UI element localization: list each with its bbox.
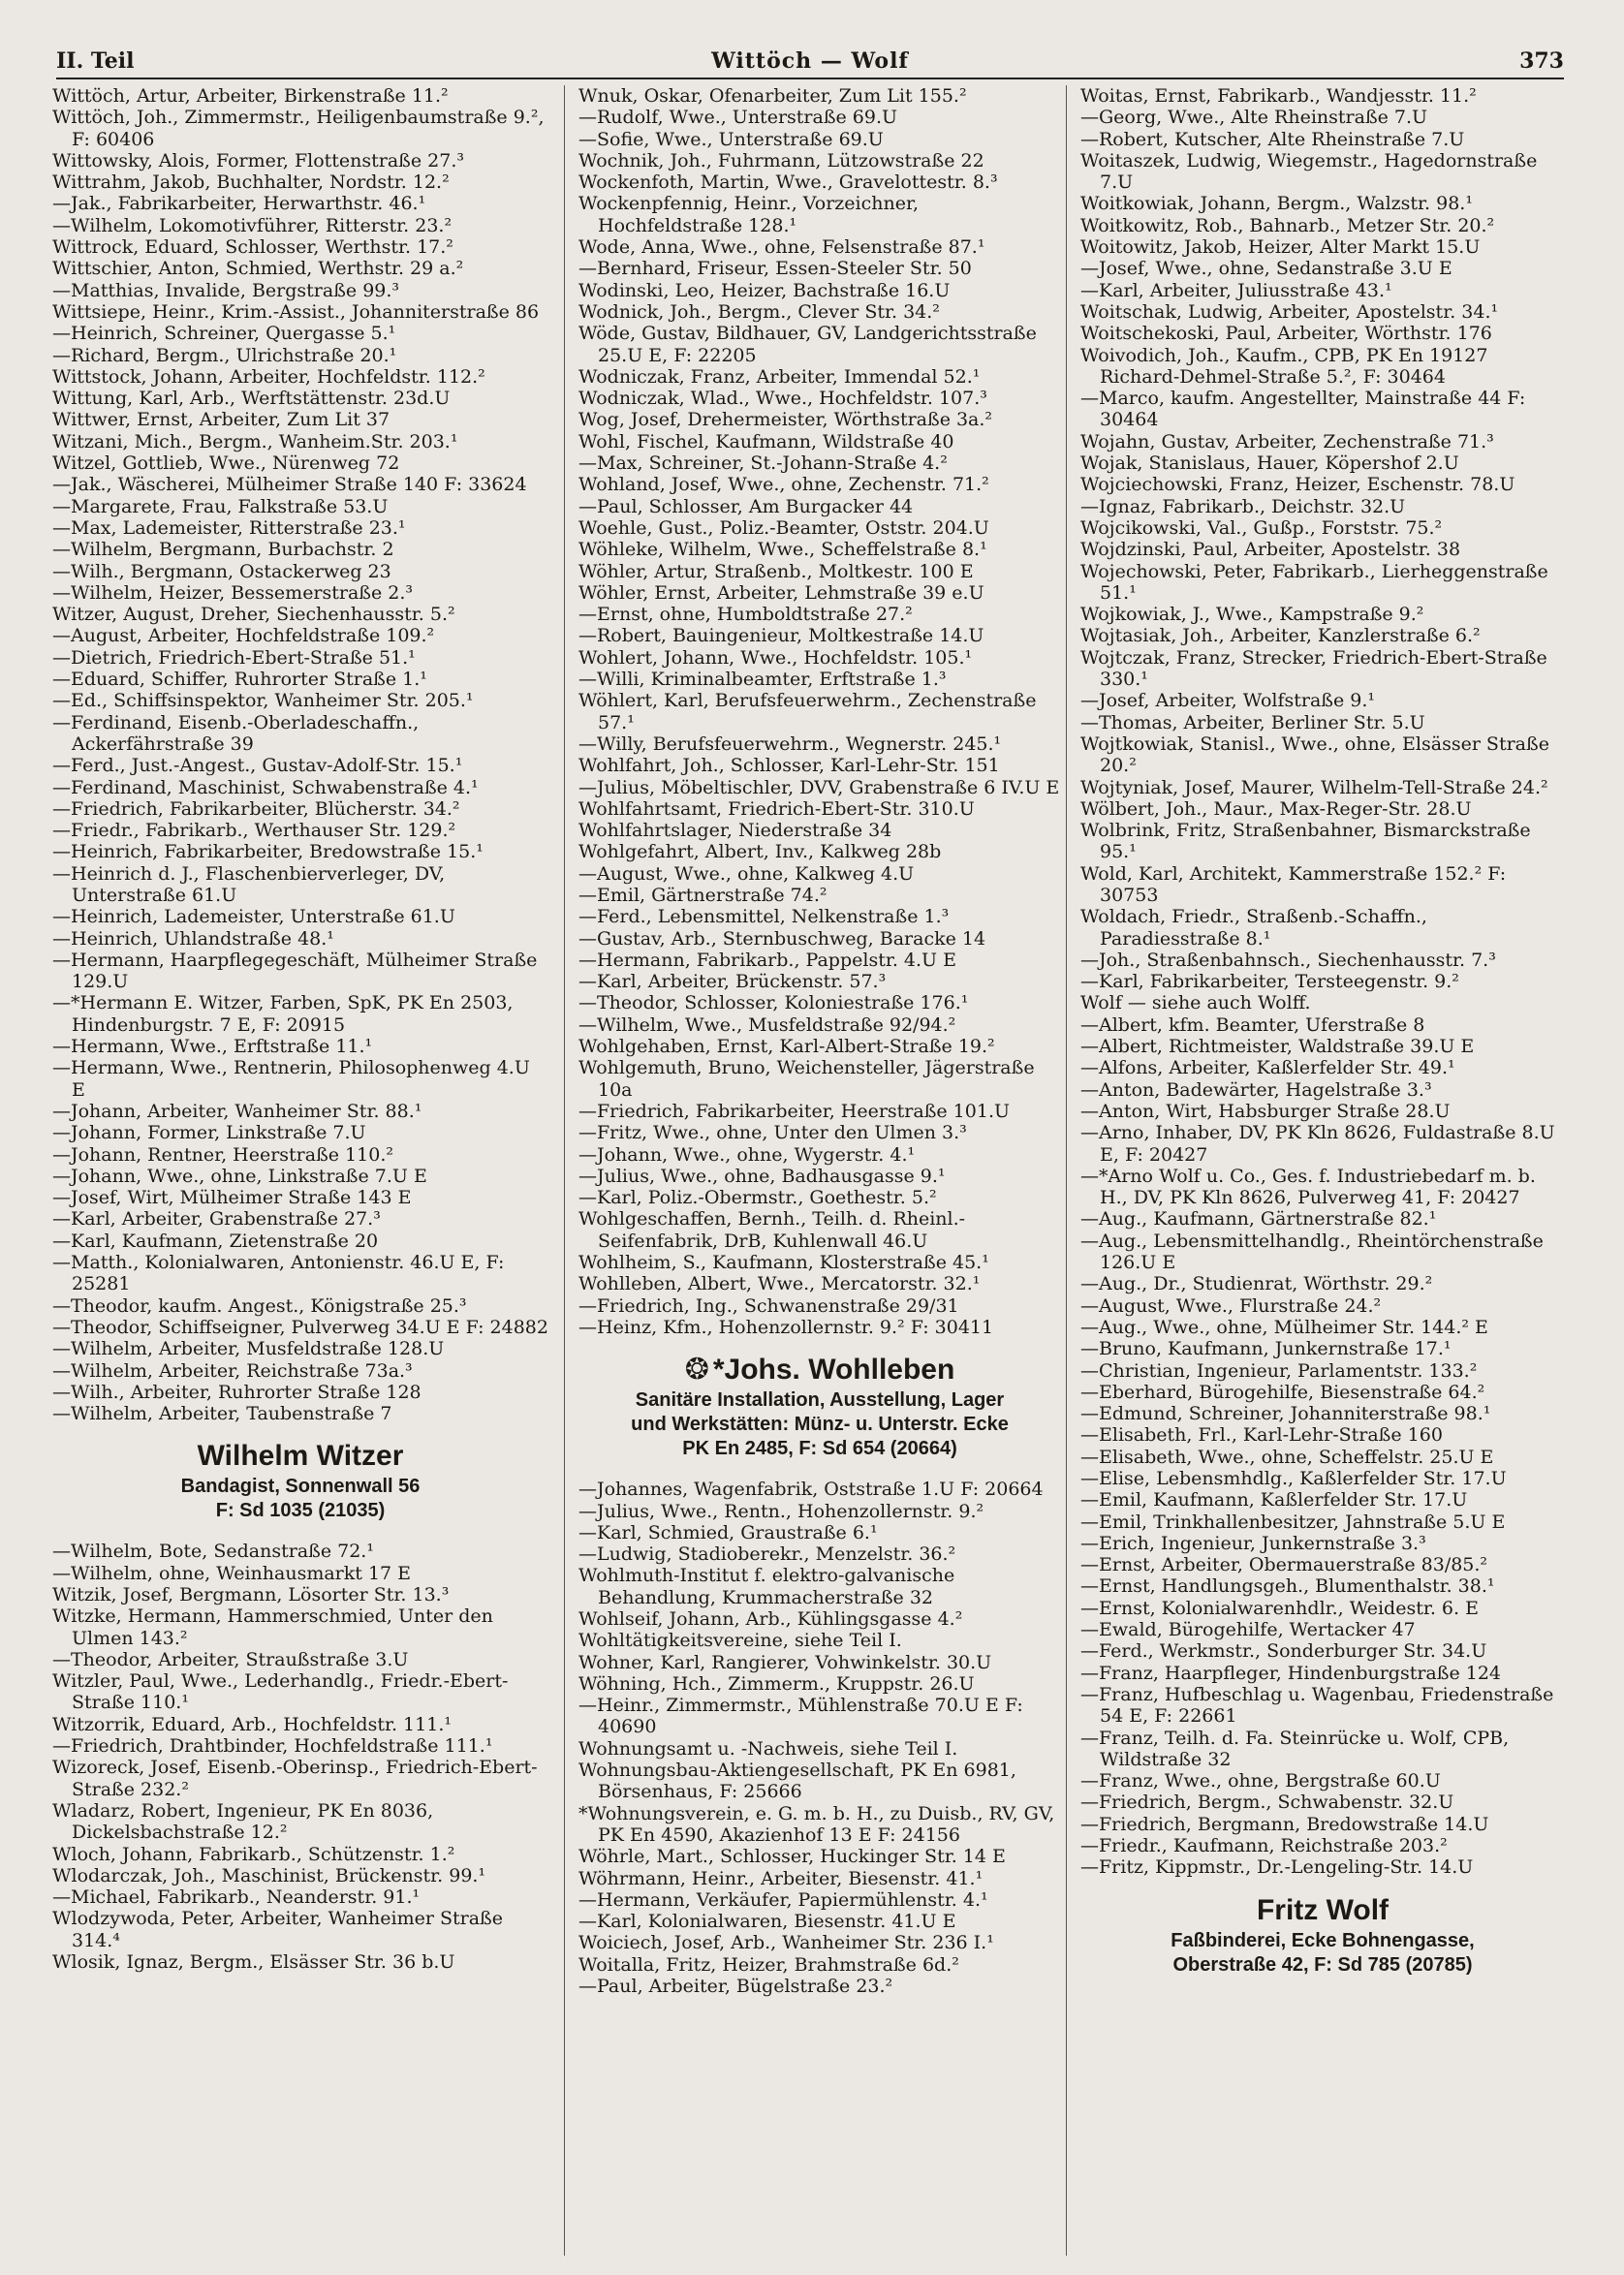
directory-entry: Wöhning, Hch., Zimmerm., Kruppstr. 26.U	[578, 1672, 975, 1695]
directory-entry: —Heinrich, Fabrikarbeiter, Bredowstraße 15.¹	[52, 841, 484, 863]
directory-entry: —Sofie, Wwe., Unterstraße 69.U	[578, 128, 884, 150]
directory-entry: Wolbrink, Fritz, Straßenbahner, Bismarckstraße 95.¹	[1080, 820, 1531, 863]
directory-entry: —Wilhelm, Arbeiter, Reichstraße 73a.³	[52, 1359, 413, 1382]
directory-entry: Wloch, Johann, Fabrikarb., Schützenstr. 1.²	[52, 1843, 455, 1865]
directory-entry: Wog, Josef, Drehermeister, Wörthstraße 3a.²	[578, 409, 993, 431]
directory-entry: —Eberhard, Bürogehilfe, Biesenstraße 64.²	[1080, 1381, 1485, 1403]
directory-entry: —Ferd., Lebensmittel, Nelkenstraße 1.³	[578, 906, 950, 928]
directory-entry: —Bernhard, Friseur, Essen-Steeler Str. 50	[578, 258, 972, 280]
directory-entry: Wöde, Gustav, Bildhauer, GV, Landgerichtsstraße 25.U E, F: 22205	[578, 323, 1037, 366]
directory-entry: —Ernst, Arbeiter, Obermauerstraße 83/85.²	[1080, 1554, 1488, 1576]
directory-entry: Wojechowski, Peter, Fabrikarb., Lierheggenstraße 51.¹	[1080, 560, 1548, 604]
directory-entry: Woitschak, Ludwig, Arbeiter, Apostelstr. 34.¹	[1080, 300, 1499, 323]
directory-entry: —Marco, kaufm. Angestellter, Mainstraße 44 F: 30464	[1080, 388, 1526, 431]
directory-entry: —Ernst, ohne, Humboldtstraße 27.²	[578, 604, 913, 626]
directory-entry: —Ernst, Handlungsgeh., Blumenthalstr. 38.¹	[1080, 1575, 1495, 1598]
directory-entry: —Karl, Kolonialwaren, Biesenstr. 41.U E	[578, 1911, 956, 1933]
directory-entry: Wojahn, Gustav, Arbeiter, Zechenstraße 71.³	[1080, 430, 1494, 452]
directory-entry: Wojtkowiak, Stanisl., Wwe., ohne, Elsässer Straße 20.²	[1080, 732, 1549, 777]
directory-entry: —Ernst, Kolonialwarenhdlr., Weidestr. 6. E	[1080, 1597, 1479, 1619]
directory-entry: —Franz, Teilh. d. Fa. Steinrücke u. Wolf, CPB, Wildstraße 32	[1080, 1727, 1510, 1770]
advert-wilhelm-witzer	[52, 1438, 548, 1523]
directory-entry: —Elisabeth, Frl., Karl-Lehr-Straße 160	[1080, 1424, 1443, 1447]
directory-entry: Wojdzinski, Paul, Arbeiter, Apostelstr. 38	[1080, 539, 1461, 561]
column-3	[1066, 85, 1565, 2256]
directory-entry: —Dietrich, Friedrich-Ebert-Straße 51.¹	[52, 646, 416, 669]
directory-entry: —Matthias, Invalide, Bergstraße 99.³	[52, 279, 400, 301]
directory-entry: —Heinrich d. J., Flaschenbierverleger, DV, Unterstraße 61.U	[52, 862, 446, 906]
directory-entry: Woiciech, Josef, Arb., Wanheimer Str. 236 I.¹	[578, 1932, 994, 1954]
directory-entry: —Fritz, Wwe., ohne, Unter den Ulmen 3.³	[578, 1122, 967, 1144]
page-header	[56, 43, 1564, 79]
directory-entry: —Theodor, Arbeiter, Straußstraße 3.U	[52, 1648, 409, 1670]
directory-entry: —Karl, Arbeiter, Grabenstraße 27.³	[52, 1208, 381, 1231]
directory-entry: —Aug., Kaufmann, Gärtnerstraße 82.¹	[1080, 1208, 1437, 1231]
advert-name: Wilhelm Witzer	[197, 1440, 404, 1473]
directory-entry: —Fritz, Kippmstr., Dr.-Lengeling-Str. 14.U	[1080, 1856, 1474, 1879]
directory-entry: —Rudolf, Wwe., Unterstraße 69.U	[578, 107, 898, 129]
directory-entry: —Julius, Wwe., ohne, Badhausgasse 9.¹	[578, 1165, 946, 1187]
directory-entry: Wohlgemuth, Bruno, Weichensteller, Jägerstraße 10a	[578, 1057, 1035, 1101]
directory-entry: Witzik, Josef, Bergmann, Lösorter Str. 13.³	[52, 1584, 450, 1605]
directory-entry: Witzke, Hermann, Hammerschmied, Unter den Ulmen 143.²	[52, 1605, 493, 1649]
directory-entry: —Willy, Berufsfeuerwehrm., Wegnerstr. 245.¹	[578, 732, 1002, 755]
directory-entry: Woitaszek, Ludwig, Wiegemstr., Hagedornstraße 7.U	[1080, 149, 1538, 194]
directory-entry: —Friedrich, Drahtbinder, Hochfeldstraße 111.¹	[52, 1735, 493, 1758]
directory-entry: Wohl, Fischel, Kaufmann, Wildstraße 40	[578, 430, 954, 452]
directory-entry: —Hermann, Wwe., Erftstraße 11.¹	[52, 1036, 373, 1058]
directory-entry: Wnuk, Oskar, Ofenarbeiter, Zum Lit 155.²	[578, 85, 967, 107]
directory-entry: —Heinz, Kfm., Hohenzollernstr. 9.² F: 30411	[578, 1316, 994, 1338]
header-section: II. Teil	[56, 48, 135, 74]
directory-entry: —Paul, Schlosser, Am Burgacker 44	[578, 495, 914, 517]
page-number: 373	[1519, 48, 1564, 74]
directory-entry: —Aug., Lebensmittelhandlg., Rheintörchenstraße 126.U E	[1080, 1230, 1544, 1274]
advert-line: Oberstraße 42, F: Sd 785 (20785)	[1172, 1953, 1473, 1976]
directory-entry: —Ferd., Just.-Angest., Gustav-Adolf-Str. 15.¹	[52, 755, 463, 777]
directory-entry: Wockenpfennig, Heinr., Vorzeichner, Hochfeldstraße 128.¹	[578, 193, 920, 236]
directory-entry: —Richard, Bergm., Ulrichstraße 20.¹	[52, 344, 397, 366]
directory-entry: —Friedrich, Fabrikarbeiter, Blücherstr. 34.²	[52, 797, 460, 820]
advert-name	[578, 1352, 1061, 1388]
directory-entry: Wöhrmann, Heinr., Arbeiter, Biesenstr. 41.¹	[578, 1867, 984, 1889]
directory-entry: —Heinrich, Uhlandstraße 48.¹	[52, 927, 334, 950]
directory-entry: —Karl, Arbeiter, Juliusstraße 43.¹	[1080, 279, 1392, 301]
directory-entry: Wohlert, Johann, Wwe., Hochfeldstr. 105.¹	[578, 646, 973, 669]
advert-name: Fritz Wolf	[1256, 1893, 1390, 1926]
directory-entry: Wöhlert, Karl, Berufsfeuerwehrm., Zechenstraße 57.¹	[578, 690, 1037, 733]
directory-entry: Wlosik, Ignaz, Bergm., Elsässer Str. 36 b.U	[52, 1951, 455, 1974]
header-range: Wittöch — Wolf	[711, 48, 909, 74]
advert-line: Faßbinderei, Ecke Bohnengasse,	[1171, 1929, 1475, 1951]
directory-entry: Wohltätigkeitsvereine, siehe Teil I.	[578, 1630, 902, 1652]
directory-entry: —Ewald, Bürogehilfe, Wertacker 47	[1080, 1619, 1416, 1641]
directory-entry: —Wilhelm, Arbeiter, Taubenstraße 7	[52, 1403, 392, 1425]
directory-entry: —Wilhelm, Arbeiter, Musfeldstraße 128.U	[52, 1338, 445, 1360]
advert-line: Bandagist, Sonnenwall 56	[180, 1476, 421, 1498]
directory-entry: —Robert, Kutscher, Alte Rheinstraße 7.U	[1080, 128, 1465, 150]
directory-entry: —Johann, Wwe., ohne, Wygerstr. 4.¹	[578, 1143, 916, 1166]
column-1	[52, 85, 548, 2256]
directory-entry: Witzler, Paul, Wwe., Lederhandlg., Friedr.-Ebert-Straße 110.¹	[52, 1670, 509, 1714]
directory-entry: —Josef, Arbeiter, Wolfstraße 9.¹	[1080, 690, 1376, 712]
directory-entry: —Johann, Wwe., ohne, Linkstraße 7.U E	[52, 1165, 427, 1187]
directory-entry: Wittöch, Joh., Zimmermstr., Heiligenbaumstraße 9.², F: 60406	[52, 107, 545, 150]
advert-line: F: Sd 1035 (21035)	[215, 1500, 386, 1522]
directory-entry: —Erich, Ingenieur, Junkernstraße 3.³	[1080, 1532, 1426, 1554]
directory-entry: —Jak., Wäscherei, Mülheimer Straße 140 F: 33624	[52, 474, 527, 496]
entry-list	[578, 1479, 1061, 1997]
directory-entry: —Anton, Badewärter, Hagelstraße 3.³	[1080, 1078, 1432, 1101]
directory-entry: —Ignaz, Fabrikarb., Deichstr. 32.U	[1080, 495, 1406, 517]
directory-entry: —Johannes, Wagenfabrik, Oststraße 1.U F: 20664	[578, 1479, 1044, 1501]
directory-entry: Wittrahm, Jakob, Buchhalter, Nordstr. 12.²	[52, 171, 450, 194]
directory-entry: —Ferd., Werkmstr., Sonderburger Str. 34.U	[1080, 1640, 1487, 1663]
directory-entry: Wohnungsbau-Aktiengesellschaft, PK En 6981, Börsenhaus, F: 25666	[578, 1760, 1016, 1803]
directory-entry: Wölbert, Joh., Maur., Max-Reger-Str. 28.U	[1080, 797, 1472, 820]
directory-entry: —Theodor, kaufm. Angest., Königstraße 25.³	[52, 1294, 467, 1317]
directory-entry: Witzani, Mich., Bergm., Wanheim.Str. 203.¹	[52, 430, 458, 452]
entry-list	[578, 85, 1061, 1338]
directory-entry: —Julius, Möbeltischler, DVV, Grabenstraße 6 IV.U E	[578, 776, 1060, 798]
directory-entry: Wittowsky, Alois, Former, Flottenstraße 27.³	[52, 149, 464, 171]
directory-entry: —Aug., Dr., Studienrat, Wörthstr. 29.²	[1080, 1273, 1433, 1295]
directory-entry: —Josef, Wirt, Mülheimer Straße 143 E	[52, 1187, 412, 1209]
directory-entry: —Anton, Wirt, Habsburger Straße 28.U	[1080, 1100, 1451, 1122]
directory-entry: Wojcikowski, Val., Gußp., Forststr. 75.²	[1080, 516, 1443, 539]
directory-entry: —Franz, Wwe., ohne, Bergstraße 60.U	[1080, 1770, 1441, 1792]
directory-entry: —Karl, Poliz.-Obermstr., Goethestr. 5.²	[578, 1187, 937, 1209]
directory-entry: Wohlheim, S., Kaufmann, Klosterstraße 45.¹	[578, 1252, 989, 1274]
directory-entry: —Wilh., Bergmann, Ostackerweg 23	[52, 560, 391, 582]
directory-entry: —Emil, Kaufmann, Kaßlerfelder Str. 17.U	[1080, 1489, 1468, 1511]
directory-entry: Wöhler, Ernst, Arbeiter, Lehmstraße 39 e.U	[578, 581, 984, 604]
directory-entry: —Arno, Inhaber, DV, PK Kln 8626, Fuldastraße 8.U E, F: 20427	[1080, 1122, 1555, 1166]
directory-entry: —*Arno Wolf u. Co., Ges. f. Industriebedarf m. b. H., DV, PK Kln 8626, Pulverweg 41, F: 20427	[1080, 1165, 1536, 1209]
directory-entry: —Wilhelm, Lokomotivführer, Ritterstr. 23.²	[52, 214, 453, 236]
directory-entry: Wohlseif, Johann, Arb., Kühlingsgasse 4.²	[578, 1608, 963, 1630]
directory-entry: Wohnungsamt u. -Nachweis, siehe Teil I.	[578, 1737, 958, 1760]
directory-entry: Wold, Karl, Architekt, Kammerstraße 152.² F: 30753	[1080, 862, 1507, 906]
directory-entry: —Wilhelm, ohne, Weinhausmarkt 17 E	[52, 1562, 412, 1584]
directory-entry: —Karl, Fabrikarbeiter, Tersteegenstr. 9.²	[1080, 971, 1459, 993]
directory-entry: —August, Arbeiter, Hochfeldstraße 109.²	[52, 625, 435, 647]
directory-entry: —Jak., Fabrikarbeiter, Herwarthstr. 46.¹	[52, 193, 426, 215]
directory-entry: —Bruno, Kaufmann, Junkernstraße 17.¹	[1080, 1338, 1452, 1360]
directory-entry: —Ferdinand, Eisenb.-Oberladeschaffn., Ackerfährstraße 39	[52, 711, 420, 755]
directory-entry: —Johann, Former, Linkstraße 7.U	[52, 1122, 366, 1144]
directory-entry: Wohlfahrt, Joh., Schlosser, Karl-Lehr-Str. 151	[578, 755, 1000, 777]
directory-entry: —Friedrich, Bergm., Schwabenstr. 32.U	[1080, 1792, 1454, 1814]
directory-entry: Wöhrle, Mart., Schlosser, Huckinger Str. 14 E	[578, 1846, 1006, 1868]
directory-entry: —Hermann, Fabrikarb., Pappelstr. 4.U E	[578, 949, 956, 971]
entry-list	[52, 1541, 548, 1973]
advert-line: Sanitäre Installation, Ausstellung, Lager	[635, 1389, 1005, 1412]
entry-list	[52, 85, 548, 1424]
directory-entry: —Elisabeth, Wwe., ohne, Scheffelstr. 25.U E	[1080, 1446, 1494, 1468]
directory-entry: —Hermann, Verkäufer, Papiermühlenstr. 4.¹	[578, 1888, 988, 1911]
directory-entry: Wochnik, Joh., Fuhrmann, Lützowstraße 22	[578, 149, 984, 171]
directory-entry: —Thomas, Arbeiter, Berliner Str. 5.U	[1080, 711, 1425, 733]
directory-entry: —Friedrich, Bergmann, Bredowstraße 14.U	[1080, 1813, 1489, 1835]
directory-entry: —Friedrich, Fabrikarbeiter, Heerstraße 101.U	[578, 1100, 1010, 1122]
directory-entry: Wlodarczak, Joh., Maschinist, Brückenstr. 99.¹	[52, 1864, 486, 1886]
directory-entry: —Wilhelm, Heizer, Bessemerstraße 2.³	[52, 581, 414, 604]
directory-entry: —Ludwig, Stadioberekr., Menzelstr. 36.²	[578, 1543, 956, 1566]
directory-entry: Witzel, Gottlieb, Wwe., Nürenweg 72	[52, 452, 400, 475]
directory-entry: Witzorrik, Eduard, Arb., Hochfeldstr. 111.¹	[52, 1713, 452, 1735]
directory-entry: —Theodor, Schlosser, Koloniestraße 176.¹	[578, 992, 969, 1014]
directory-entry: Wohlmuth-Institut f. elektro-galvanische Behandlung, Krummacherstraße 32	[578, 1565, 955, 1608]
directory-entry: —Johann, Rentner, Heerstraße 110.²	[52, 1143, 393, 1166]
directory-entry: —Robert, Bauingenieur, Moltkestraße 14.U	[578, 625, 984, 647]
directory-entry: —Eduard, Schiffer, Ruhrorter Straße 1.¹	[52, 669, 427, 691]
directory-entry: Wohner, Karl, Rangierer, Vohwinkelstr. 30.U	[578, 1651, 992, 1673]
directory-entry: —Wilhelm, Bergmann, Burbachstr. 2	[52, 539, 394, 561]
directory-entry: Wohlgehaben, Ernst, Karl-Albert-Straße 19.²	[578, 1036, 995, 1058]
directory-entry: Wojtasiak, Joh., Arbeiter, Kanzlerstraße 6.²	[1080, 625, 1481, 647]
directory-entry: Wojciechowski, Franz, Heizer, Eschenstr. 78.U	[1080, 474, 1515, 496]
directory-entry: Wodniczak, Franz, Arbeiter, Immendal 52.¹	[578, 365, 981, 388]
directory-entry: Wittung, Karl, Arb., Werftstättenstr. 23d.U	[52, 388, 451, 410]
entry-list	[1080, 85, 1565, 1879]
directory-entry: Wizoreck, Josef, Eisenb.-Oberinsp., Friedrich-Ebert-Straße 232.²	[52, 1757, 538, 1800]
advert-fritz-wolf	[1080, 1892, 1565, 1978]
directory-entry: —Johann, Arbeiter, Wanheimer Str. 88.¹	[52, 1100, 422, 1122]
directory-entry: —Willi, Kriminalbeamter, Erftstraße 1.³	[578, 669, 947, 691]
directory-entry: —*Hermann E. Witzer, Farben, SpK, PK En 2503, Hindenburgstr. 7 E, F: 20915	[52, 992, 514, 1036]
advert-line: PK En 2485, F: Sd 654 (20664)	[682, 1438, 957, 1460]
directory-entry: —August, Wwe., ohne, Kalkweg 4.U	[578, 862, 915, 885]
directory-entry: —Albert, Richtmeister, Waldstraße 39.U E	[1080, 1036, 1475, 1058]
directory-entry: Woitkowitz, Rob., Bahnarb., Metzer Str. 20.²	[1080, 214, 1495, 236]
ornament-icon: ❂	[684, 1354, 709, 1387]
directory-entry: Wockenfoth, Martin, Wwe., Gravelottestr. 8.³	[578, 171, 998, 194]
directory-entry: Wittrock, Eduard, Schlosser, Werthstr. 17.²	[52, 236, 453, 259]
directory-entry: Wode, Anna, Wwe., ohne, Felsenstraße 87.¹	[578, 236, 985, 259]
directory-entry: —Emil, Trinkhallenbesitzer, Jahnstraße 5.U E	[1080, 1511, 1506, 1533]
directory-entry: Wittsiepe, Heinr., Krim.-Assist., Johanniterstraße 86	[52, 300, 540, 323]
directory-entry: —Christian, Ingenieur, Parlamentstr. 133.²	[1080, 1359, 1478, 1382]
directory-entry: —Georg, Wwe., Alte Rheinstraße 7.U	[1080, 107, 1428, 129]
directory-entry: —Theodor, Schiffseigner, Pulverweg 34.U E F: 24882	[52, 1316, 548, 1338]
directory-entry: Wojak, Stanislaus, Hauer, Köpershof 2.U	[1080, 452, 1459, 475]
advert-johs-wohlleben	[578, 1352, 1061, 1461]
directory-entry: Woivodich, Joh., Kaufm., CPB, PK En 19127 Richard-Dehmel-Straße 5.², F: 30464	[1080, 344, 1488, 388]
directory-entry: Witzer, August, Dreher, Siechenhausstr. 5.²	[52, 604, 455, 626]
directory-entry: —Ed., Schiffsinspektor, Wanheimer Str. 205.¹	[52, 690, 474, 712]
directory-entry: Wohlfahrtsamt, Friedrich-Ebert-Str. 310.U	[578, 797, 975, 820]
directory-entry: Wohlleben, Albert, Wwe., Mercatorstr. 32.¹	[578, 1273, 981, 1295]
directory-entry: Woehle, Gust., Poliz.-Beamter, Oststr. 204.U	[578, 516, 989, 539]
directory-entry: Wohlfahrtslager, Niederstraße 34	[578, 820, 892, 842]
directory-entry: Wojkowiak, J., Wwe., Kampstraße 9.²	[1080, 604, 1424, 626]
directory-entry: —Hermann, Wwe., Rentnerin, Philosophenweg 4.U E	[52, 1057, 530, 1101]
directory-entry: —Heinr., Zimmermstr., Mühlenstraße 70.U E F: 40690	[578, 1695, 1023, 1738]
directory-entry: Woitas, Ernst, Fabrikarb., Wandjesstr. 11.²	[1080, 85, 1477, 107]
directory-entry: —Franz, Hufbeschlag u. Wagenbau, Friedenstraße 54 E, F: 22661	[1080, 1683, 1554, 1728]
directory-entry: Wodniczak, Wlad., Wwe., Hochfeldstr. 107.³	[578, 388, 987, 410]
directory-entry: —Heinrich, Schreiner, Quergasse 5.¹	[52, 323, 396, 345]
advert-name-text: *Johs. Wohlleben	[712, 1354, 955, 1387]
directory-entry: Wojtczak, Franz, Strecker, Friedrich-Ebert-Straße 330.¹	[1080, 646, 1547, 691]
directory-entry: —Karl, Schmied, Graustraße 6.¹	[578, 1521, 878, 1543]
directory-entry: Wlodzywoda, Peter, Arbeiter, Wanheimer Straße 314.⁴	[52, 1908, 503, 1951]
directory-entry: Wittschier, Anton, Schmied, Werthstr. 29 a.²	[52, 258, 464, 280]
directory-entry: *Wohnungsverein, e. G. m. b. H., zu Duisb., RV, GV, PK En 4590, Akazienhof 13 E F: 24156	[578, 1802, 1055, 1846]
directory-entry: —Wilh., Arbeiter, Ruhrorter Straße 128	[52, 1381, 422, 1403]
directory-entry: —Joh., Straßenbahnsch., Siechenhausstr. 7.³	[1080, 949, 1496, 971]
directory-entry: —Hermann, Haarpflegegeschäft, Mülheimer Straße 129.U	[52, 949, 538, 993]
directory-entry: Woitkowiak, Johann, Bergm., Walzstr. 98.¹	[1080, 193, 1473, 215]
directory-entry: —Karl, Arbeiter, Brückenstr. 57.³	[578, 971, 887, 993]
directory-entry: —Heinrich, Lademeister, Unterstraße 61.U	[52, 906, 455, 928]
directory-entry: Wöhleke, Wilhelm, Wwe., Scheffelstraße 8.¹	[578, 539, 987, 561]
directory-entry: —Wilhelm, Wwe., Musfeldstraße 92/94.²	[578, 1013, 956, 1036]
directory-entry: Woitschekoski, Paul, Arbeiter, Wörthstr. 176	[1080, 323, 1492, 345]
directory-entry: —Michael, Fabrikarb., Neanderstr. 91.¹	[52, 1886, 421, 1909]
directory-entry: Woitalla, Fritz, Heizer, Brahmstraße 6d.²	[578, 1953, 959, 1976]
directory-entry: —Karl, Kaufmann, Zietenstraße 20	[52, 1230, 379, 1252]
directory-entry: —Albert, kfm. Beamter, Uferstraße 8	[1080, 1013, 1425, 1036]
directory-entry: Wittstock, Johann, Arbeiter, Hochfeldstr. 112.²	[52, 365, 485, 388]
directory-entry: —August, Wwe., Flurstraße 24.²	[1080, 1294, 1382, 1317]
directory-entry: —Paul, Arbeiter, Bügelstraße 23.²	[578, 1976, 893, 1998]
directory-entry: —Gustav, Arb., Sternbuschweg, Baracke 14	[578, 927, 986, 950]
directory-entry: Wodinski, Leo, Heizer, Bachstraße 16.U	[578, 279, 951, 301]
directory-entry: —Franz, Haarpfleger, Hindenburgstraße 124	[1080, 1662, 1501, 1684]
directory-entry: —Edmund, Schreiner, Johanniterstraße 98.¹	[1080, 1403, 1491, 1425]
directory-entry: Wöhler, Artur, Straßenb., Moltkestr. 100 E	[578, 560, 974, 582]
advert-line: und Werkstätten: Münz- u. Unterstr. Ecke	[631, 1414, 1009, 1436]
directory-entry: —Max, Lademeister, Ritterstraße 23.¹	[52, 516, 406, 539]
directory-entry: Wittwer, Ernst, Arbeiter, Zum Lit 37	[52, 409, 390, 431]
directory-entry: Wolf — siehe auch Wolff.	[1080, 992, 1311, 1014]
directory-entry: Wittöch, Artur, Arbeiter, Birkenstraße 11.²	[52, 85, 449, 107]
directory-entry: —Alfons, Arbeiter, Kaßlerfelder Str. 49.¹	[1080, 1057, 1455, 1079]
directory-entry: —Matth., Kolonialwaren, Antonienstr. 46.U E, F: 25281	[52, 1252, 505, 1295]
directory-entry: —Friedr., Kaufmann, Reichstraße 203.²	[1080, 1835, 1448, 1857]
directory-entry: Woldach, Friedr., Straßenb.-Schaffn., Paradiesstraße 8.¹	[1080, 906, 1427, 950]
directory-entry: Wojtyniak, Josef, Maurer, Wilhelm-Tell-Straße 24.²	[1080, 776, 1548, 798]
directory-entry: Wodnick, Joh., Bergm., Clever Str. 34.²	[578, 300, 940, 323]
directory-entry: —Friedr., Fabrikarb., Werthauser Str. 129.²	[52, 820, 456, 842]
directory-entry: —Josef, Wwe., ohne, Sedanstraße 3.U E	[1080, 258, 1452, 280]
directory-entry: —Ferdinand, Maschinist, Schwabenstraße 4.¹	[52, 776, 479, 798]
directory-entry: Wohlgeschaffen, Bernh., Teilh. d. Rheinl.-Seifenfabrik, DrB, Kuhlenwall 46.U	[578, 1208, 966, 1252]
directory-entry: —Emil, Gärtnerstraße 74.²	[578, 884, 828, 906]
directory-entry: Wohland, Josef, Wwe., ohne, Zechenstr. 71.²	[578, 474, 989, 496]
column-2	[564, 85, 1061, 2256]
directory-entry: —Aug., Wwe., ohne, Mülheimer Str. 144.² E	[1080, 1316, 1488, 1338]
directory-entry: —Friedrich, Ing., Schwanenstraße 29/31	[578, 1294, 959, 1317]
directory-entry: —Margarete, Frau, Falkstraße 53.U	[52, 495, 389, 517]
directory-entry: Wladarz, Robert, Ingenieur, PK En 8036, Dickelsbachstraße 12.²	[52, 1799, 434, 1844]
directory-entry: —Julius, Wwe., Rentn., Hohenzollernstr. 9.²	[578, 1500, 984, 1522]
directory-entry: Woitowitz, Jakob, Heizer, Alter Markt 15.U	[1080, 236, 1481, 259]
directory-entry: Wohlgefahrt, Albert, Inv., Kalkweg 28b	[578, 841, 942, 863]
directory-entry: —Elise, Lebensmhdlg., Kaßlerfelder Str. 17.U	[1080, 1468, 1507, 1489]
directory-entry: —Wilhelm, Bote, Sedanstraße 72.¹	[52, 1541, 374, 1563]
directory-entry: —Max, Schreiner, St.-Johann-Straße 4.²	[578, 452, 948, 475]
